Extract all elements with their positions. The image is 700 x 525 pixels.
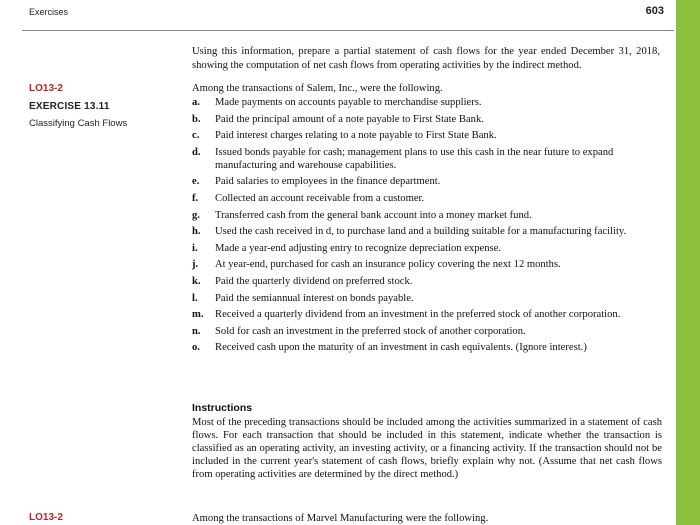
- transaction-item-text: Made a year-end adjusting entry to recognize depreciation expense.: [215, 242, 501, 254]
- transaction-item: [192, 146, 662, 172]
- transaction-item-text: Used the cash received in d, to purchase land and a building suitable for a manufacturing facility.: [215, 226, 627, 238]
- transaction-item: [192, 258, 662, 271]
- transaction-item: [192, 192, 662, 205]
- transaction-item-text: Paid the semiannual interest on bonds payable.: [215, 292, 414, 304]
- transaction-item-label: f.: [192, 192, 199, 204]
- transaction-item-label: d.: [192, 146, 201, 158]
- transaction-item-text: Paid salaries to employees in the finance department.: [215, 176, 441, 188]
- exercise-title: EXERCISE 13.11: [29, 101, 110, 112]
- instructions-body: [192, 416, 662, 481]
- transaction-item-label: k.: [192, 275, 201, 287]
- instructions-heading: Instructions: [192, 402, 253, 414]
- next-exercise-lead: Among the transactions of Marvel Manufacturing were the following.: [192, 513, 489, 524]
- transaction-item-label: a.: [192, 97, 200, 108]
- next-learning-objective-tag: LO13-2: [29, 512, 63, 523]
- transaction-item-text: Received a quarterly dividend from an investment in the preferred stock of another corporation.: [215, 309, 621, 321]
- transaction-item: [192, 242, 662, 255]
- transaction-item-label: h.: [192, 226, 201, 238]
- transaction-item: [192, 292, 662, 305]
- transaction-item-label: j.: [192, 259, 199, 271]
- transaction-item: [192, 225, 662, 238]
- transaction-item-label: e.: [192, 176, 200, 188]
- transaction-item-text: Paid interest charges relating to a note payable to First State Bank.: [215, 130, 497, 142]
- page-edge-color-bar: [676, 0, 700, 525]
- header-rule: [22, 30, 674, 31]
- transaction-item: [192, 129, 662, 142]
- transaction-item-text: Sold for cash an investment in the preferred stock of another corporation.: [215, 325, 526, 337]
- transaction-item-text: Transferred cash from the general bank account into a money market fund.: [215, 209, 532, 221]
- transaction-item-text: At year-end, purchased for cash an insurance policy covering the next 12 months.: [215, 259, 561, 271]
- exercise-lead: Among the transactions of Salem, Inc., were the following.: [192, 83, 443, 94]
- transaction-item-text: Paid the principal amount of a note payable to First State Bank.: [215, 113, 484, 125]
- transaction-item-label: m.: [192, 309, 204, 321]
- transaction-item-text: Received cash upon the maturity of an investment in cash equivalents. (Ignore interest.): [215, 342, 587, 354]
- transaction-item-label: b.: [192, 113, 201, 125]
- transaction-item: [192, 175, 662, 188]
- learning-objective-tag: LO13-2: [29, 83, 63, 94]
- transaction-item-label: o.: [192, 342, 200, 354]
- transaction-item-label: c.: [192, 130, 200, 142]
- intro-paragraph: Using this information, prepare a partial statement of cash flows for the year ended December 31, 2018, showing the computation of net cash flows from operating activities by the indirect method.: [192, 46, 660, 71]
- exercise-subtitle: Classifying Cash Flows: [29, 118, 128, 129]
- transaction-item-text: Collected an account receivable from a customer.: [215, 192, 425, 204]
- transaction-item: [192, 275, 662, 288]
- transaction-item: [192, 209, 662, 222]
- running-head: Exercises: [29, 7, 69, 17]
- transaction-item-text: Issued bonds payable for cash; management plans to use this cash in the near future to expand manufacturing and warehouse capabilities.: [215, 146, 614, 171]
- transaction-item-label: g.: [192, 209, 200, 221]
- transaction-item-text: Made payments on accounts payable to merchandise suppliers.: [215, 97, 482, 108]
- page-number: 603: [645, 5, 664, 17]
- transaction-item-text: Paid the quarterly dividend on preferred stock.: [215, 275, 413, 287]
- transaction-item-label: l.: [192, 292, 198, 304]
- transaction-list: [192, 96, 662, 358]
- transaction-item: [192, 341, 662, 354]
- transaction-item-label: n.: [192, 325, 201, 337]
- transaction-item-label: i.: [192, 242, 198, 254]
- transaction-item: [192, 325, 662, 338]
- instructions-text: Most of the preceding transactions should be included among the activities summarized in a statement of cash flows. For each transaction that should be included in this statement, indicate whether the transaction is classified as an operating activity, an investing activity, or a financing activity. If the transaction should not be included in the current year's statement of cash flows, briefly explain why not. (Assume that net cash flows from operating activities are determined by the direct method.): [192, 417, 662, 480]
- transaction-item: [192, 96, 662, 109]
- transaction-item: [192, 308, 662, 321]
- transaction-item: [192, 113, 662, 126]
